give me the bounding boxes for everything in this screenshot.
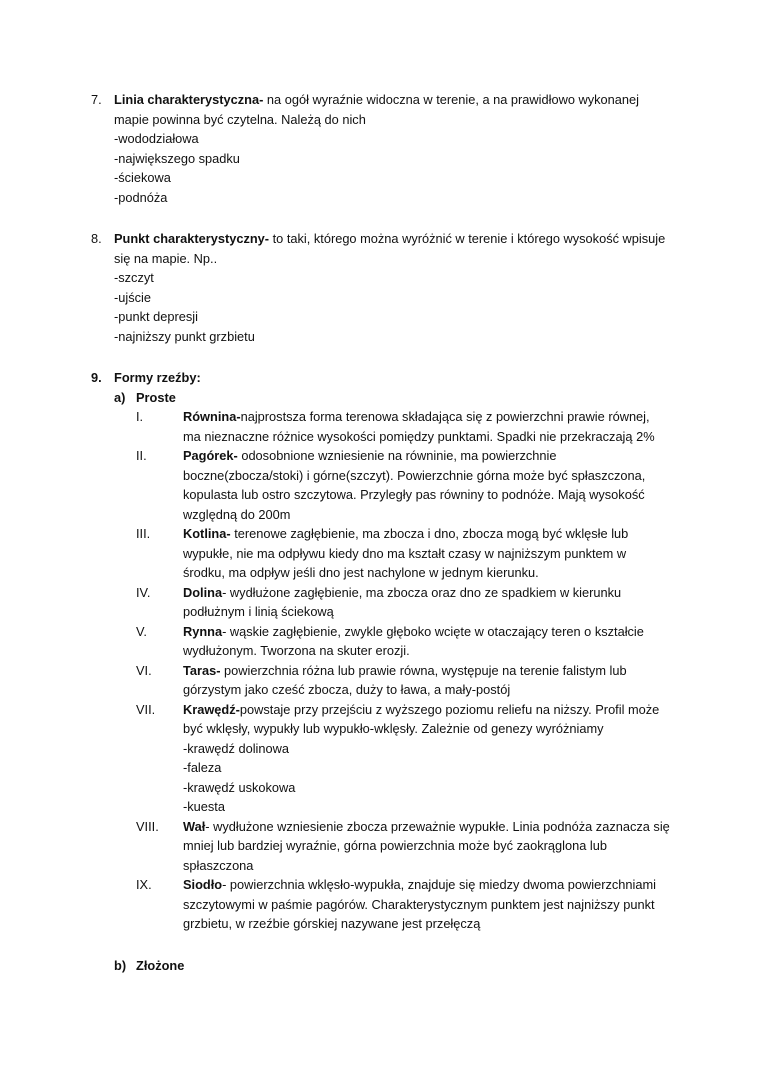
entry-text: - wąskie zagłębienie, zwykle głęboko wcięte w otaczający teren o kształcie: [222, 623, 644, 639]
entry-line: podłużnym i linią ściekową: [183, 604, 334, 619]
roman-numeral: IX.: [136, 877, 152, 892]
roman-numeral: VIII.: [136, 818, 159, 834]
roman-numeral: IV.: [136, 584, 151, 600]
entry-text: - wydłużone zagłębienie, ma zbocza oraz dno ze spadkiem w kierunku: [222, 584, 622, 600]
entry-term: Równina-: [183, 409, 241, 424]
entry-line: szczytowymi w paśmie pagórów. Charakterystycznym punktem jest najniższy punkt: [183, 896, 655, 912]
section-8-item: -szczyt: [114, 270, 154, 285]
entry-line: górzystym jako cześć zbocza, duży to ława, a mały-postój: [183, 682, 511, 697]
roman-numeral: VI.: [136, 662, 152, 678]
entry-first-line: [183, 407, 650, 427]
section-8-term: Punkt charakterystyczny-: [114, 231, 270, 246]
section-8-item: -ujście: [114, 289, 151, 305]
subsection-b-label: b): [114, 958, 127, 973]
entry-first-line: [183, 583, 621, 603]
entry-text: powstaje przy przejściu z wyższego poziomu reliefu na niższy. Profil może: [239, 701, 660, 717]
section-8-item: -najniższy punkt grzbietu: [114, 328, 255, 344]
entry-term: Siodło: [183, 877, 223, 892]
entry-first-line: [183, 524, 628, 544]
entry-text: terenowe zagłębienie, ma zbocza i dno, zbocza mogą być wklęsłe lub: [230, 526, 629, 541]
entry-first-line: [183, 817, 670, 837]
section-7-item: -wododziałowa: [114, 131, 199, 146]
entry-first-line: [183, 446, 556, 466]
subsection-a-label: a): [114, 389, 126, 405]
section-8-item: -punkt depresji: [114, 309, 198, 324]
roman-numeral: II.: [136, 448, 147, 463]
entry-first-line: [183, 875, 656, 895]
entry-term: Pagórek-: [183, 448, 238, 463]
entry-line: względną do 200m: [183, 506, 291, 522]
section-7-text: na ogół wyraźnie widoczna w terenie, a na prawidłowo wykonanej: [263, 92, 639, 107]
entry-line: wydłużonym. Tworzona na skuter erozji.: [183, 643, 410, 658]
entry-line: środku, ma odpływ jeśli dno jest nachylone w jednym kierunku.: [183, 565, 539, 580]
entry-term: Taras-: [183, 662, 221, 678]
entry-line: wypukłe, nie ma odpływu kiedy dno ma kształt czasy w najniższym punktem w: [183, 545, 627, 561]
entry-line: spłaszczona: [183, 857, 254, 873]
entry-text: odosobnione wzniesienie na równinie, ma powierzchnie: [237, 448, 557, 463]
entry-term: Rynna: [183, 623, 223, 639]
entry-line: -kuesta: [183, 799, 225, 814]
roman-numeral: V.: [136, 623, 147, 639]
section-8-line-1: [114, 229, 665, 249]
entry-line: -krawędź uskokowa: [183, 779, 296, 795]
subsection-a-title: Proste: [136, 389, 176, 405]
entry-line: mniej lub bardziej wyraźnie, górna powierzchnia może być zaokrąglona lub: [183, 838, 607, 853]
entry-line: -krawędź dolinowa: [183, 740, 289, 756]
roman-numeral: III.: [136, 526, 151, 541]
section-7-number: 7.: [91, 92, 102, 107]
subsection-b-title: Złożone: [136, 958, 185, 973]
entry-term: Wał: [183, 818, 206, 834]
entry-line: ma nieznaczne różnice wysokości pomiędzy punktami. Spadki nie przekraczają 2%: [183, 428, 655, 444]
entry-text: powierzchnia różna lub prawie równa, występuje na terenie falistym lub: [220, 662, 627, 678]
section-7-line-2: mapie powinna być czytelna. Należą do nich: [114, 111, 366, 127]
section-7-item: -największego spadku: [114, 150, 240, 166]
section-7-line-1: [114, 90, 639, 110]
section-7-item: -ściekowa: [114, 170, 171, 185]
entry-first-line: [183, 700, 659, 720]
entry-text: - wydłużone wzniesienie zbocza przeważnie wypukłe. Linia podnóża zaznacza się: [205, 818, 670, 834]
entry-line: kopulasta lub ostro szczytowa. Przyległy pas równiny to podnóże. Mają wysokość: [183, 487, 645, 502]
roman-numeral: VII.: [136, 701, 156, 717]
entry-text: - powierzchnia wklęsło-wypukła, znajduje się miedzy dwoma powierzchniami: [222, 877, 656, 892]
entry-term: Krawędź-: [183, 701, 240, 717]
entry-line: boczne(zbocza/stoki) i górne(szczyt). Powierzchnie górna może być spłaszczona,: [183, 467, 646, 483]
section-7-term: Linia charakterystyczna-: [114, 92, 264, 107]
section-9-heading: Formy rzeźby:: [114, 370, 201, 385]
section-8-text: to taki, którego można wyróżnić w terenie i którego wysokość wpisuje: [269, 231, 666, 246]
section-8-number: 8.: [91, 231, 102, 246]
entry-text: najprostsza forma terenowa składająca się z powierzchni prawie równej,: [240, 409, 650, 424]
roman-numeral: I.: [136, 409, 144, 424]
section-7-item: -podnóża: [114, 189, 168, 205]
entry-line: -faleza: [183, 760, 222, 775]
entry-line: grzbietu, w rzeźbie górskiej nazywane jest przełęczą: [183, 916, 481, 931]
section-8-line-2: się na mapie. Np..: [114, 250, 218, 266]
entry-term: Kotlina-: [183, 526, 231, 541]
entry-first-line: [183, 661, 627, 681]
entry-line: być wklęsły, wypukły lub wypukło-wklęsły. Zależnie od genezy wyróżniamy: [183, 721, 604, 736]
entry-term: Dolina: [183, 584, 223, 600]
section-9-number: 9.: [91, 370, 102, 385]
entry-first-line: [183, 622, 644, 642]
